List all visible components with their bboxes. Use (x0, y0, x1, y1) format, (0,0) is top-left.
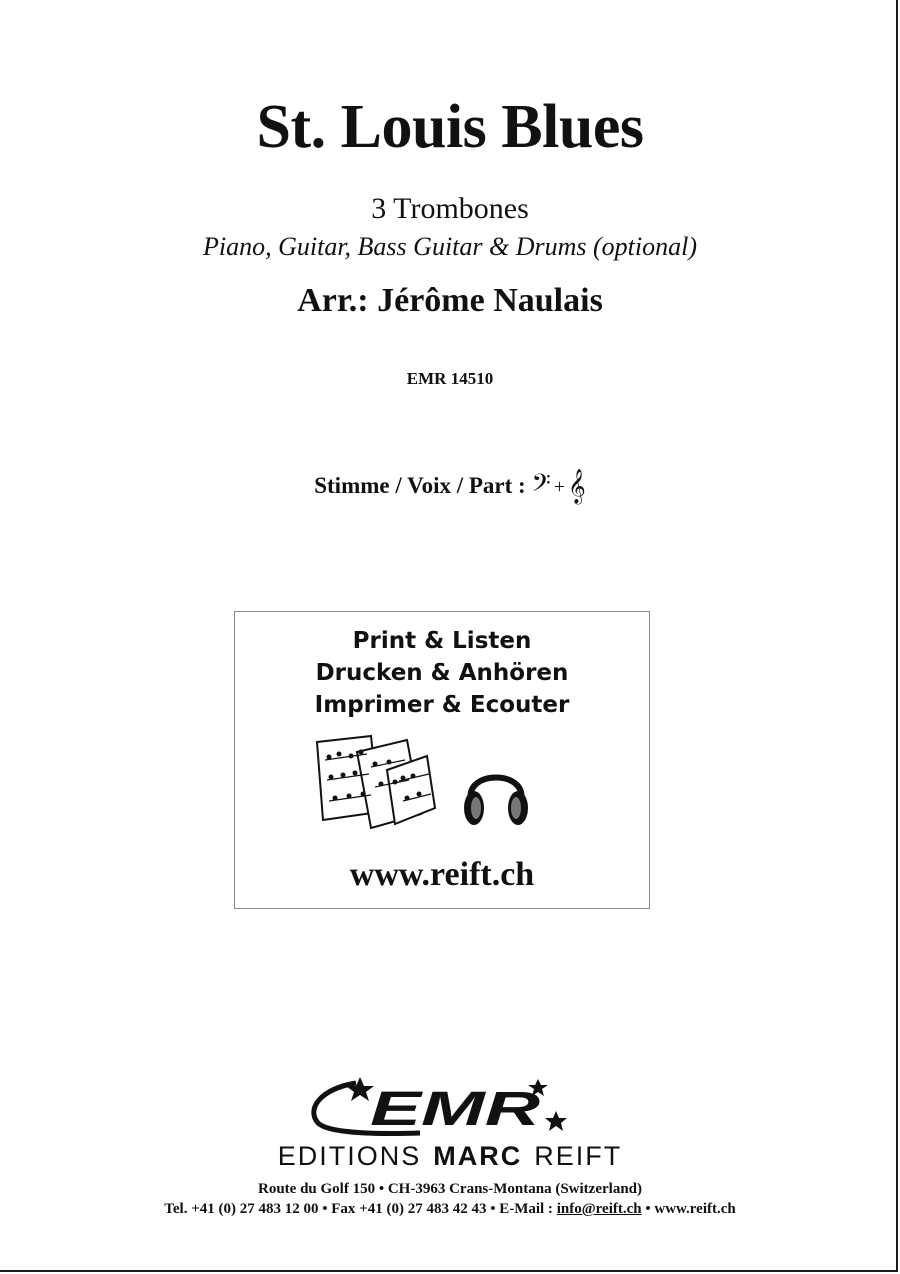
contact-phone-fax: Tel. +41 (0) 27 483 12 00 • Fax +41 (0) 27 483 42 43 • E-Mail : (164, 1201, 557, 1217)
page-title: St. Louis Blues (256, 93, 644, 161)
promo-line-french: Imprimer & Ecouter (314, 692, 570, 718)
publisher-name-1: EDITIONS (277, 1141, 422, 1171)
arranger: Arr.: Jérôme Naulais (297, 282, 603, 319)
promo-line-english: Print & Listen (352, 628, 532, 654)
sheet-music-icon (309, 732, 439, 832)
email-link[interactable]: info@reift.ch (556, 1201, 642, 1217)
contact-website: • www.reift.ch (641, 1201, 736, 1217)
instrumentation: 3 Trombones (371, 192, 529, 225)
promo-line-german: Drucken & Anhören (315, 660, 569, 686)
logo-text: EMR (370, 1083, 541, 1136)
headphones-icon (461, 752, 531, 832)
treble-clef-icon: 𝄞 (568, 470, 586, 503)
part-label: Stimme / Voix / Part : (314, 473, 526, 498)
bass-clef-icon: 𝄢 (531, 470, 551, 503)
accompaniment: Piano, Guitar, Bass Guitar & Drums (optional) (202, 232, 698, 261)
catalog-number: EMR 14510 (406, 369, 494, 388)
publisher-name (0, 1141, 900, 1172)
publisher-name-2: MARC (433, 1141, 523, 1171)
part-line (0, 470, 900, 504)
print-listen-box (234, 611, 650, 909)
plus-sign: + (553, 476, 566, 498)
promo-url: www.reift.ch (349, 856, 535, 893)
publisher-name-3: REIFT (534, 1141, 623, 1171)
publisher-address: Route du Golf 150 • CH-3963 Crans-Montana (Switzerland) (258, 1181, 642, 1197)
emr-logo (300, 1075, 590, 1137)
publisher-contact (0, 1201, 900, 1218)
